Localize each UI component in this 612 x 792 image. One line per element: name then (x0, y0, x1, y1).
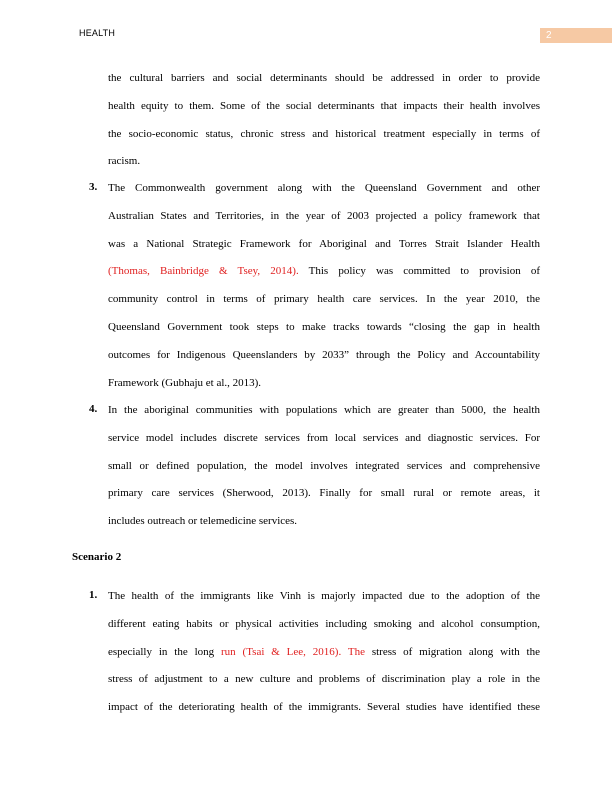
text-line: stress of adjustment to a new culture and problems of discrimination play a role in the (108, 673, 540, 686)
list-item-1 (108, 583, 540, 722)
text-line: includes outreach or telemedicine services. (108, 515, 298, 528)
text-line: the socio-economic status, chronic stress and historical treatment especially in terms of (108, 127, 540, 140)
text-line (108, 258, 540, 286)
page-number: 2 (540, 28, 612, 43)
running-header: HEALTH (79, 28, 116, 38)
citation: (Thomas, Bainbridge & Tsey, 2014). (108, 265, 299, 278)
text-span: stress of migration along with the (364, 645, 540, 658)
text-line: outcomes for Indigenous Queenslanders by 2033” through the Policy and Accountability (108, 348, 540, 361)
text-line: impact of the deteriorating health of the immigrants. Several studies have identified these (108, 701, 540, 714)
text-line: racism. (108, 155, 141, 168)
text-line: was a National Strategic Framework for Aboriginal and Torres Strait Islander Health (108, 237, 540, 250)
text-line (108, 639, 540, 667)
list-item-3 (108, 175, 540, 397)
text-line: different eating habits or physical activities including smoking and alcohol consumption, (108, 617, 540, 630)
list-number-3: 3. (89, 181, 98, 193)
text-line: service model includes discrete services from local services and diagnostic services. For (108, 431, 540, 444)
list-number-1: 1. (89, 589, 98, 601)
text-line: Framework (Gubhaju et al., 2013). (108, 376, 262, 389)
text-line: health equity to them. Some of the social determinants that impacts their health involves (108, 99, 540, 112)
text-line: small or defined population, the model involves integrated services and comprehensive (108, 459, 540, 472)
text-line: The Commonwealth government along with the Queensland Government and other (108, 182, 540, 194)
text-line: primary care services (Sherwood, 2013). Finally for small rural or remote areas, it (108, 487, 540, 500)
list-item-4 (108, 397, 540, 536)
text-line: Australian States and Territories, in the year of 2003 projected a policy framework that (108, 209, 540, 222)
text-line: Queensland Government took steps to make tracks towards “closing the gap in health (108, 320, 540, 333)
text-line: The health of the immigrants like Vinh is majorly impacted due to the adoption of the (108, 590, 540, 602)
section-heading: Scenario 2 (72, 551, 122, 563)
text-line: the cultural barriers and social determinants should be addressed in order to provide (108, 72, 540, 84)
citation: run (Tsai & Lee, 2016). The (221, 645, 365, 658)
text-span: especially in the long (108, 645, 222, 658)
text-line: In the aboriginal communities with populations which are greater than 5000, the health (108, 404, 540, 416)
text-span: This policy was committed to provision of (298, 265, 540, 278)
continuation-paragraph (108, 65, 540, 176)
text-line: community control in terms of primary health care services. In the year 2010, the (108, 293, 540, 306)
list-number-4: 4. (89, 403, 98, 415)
